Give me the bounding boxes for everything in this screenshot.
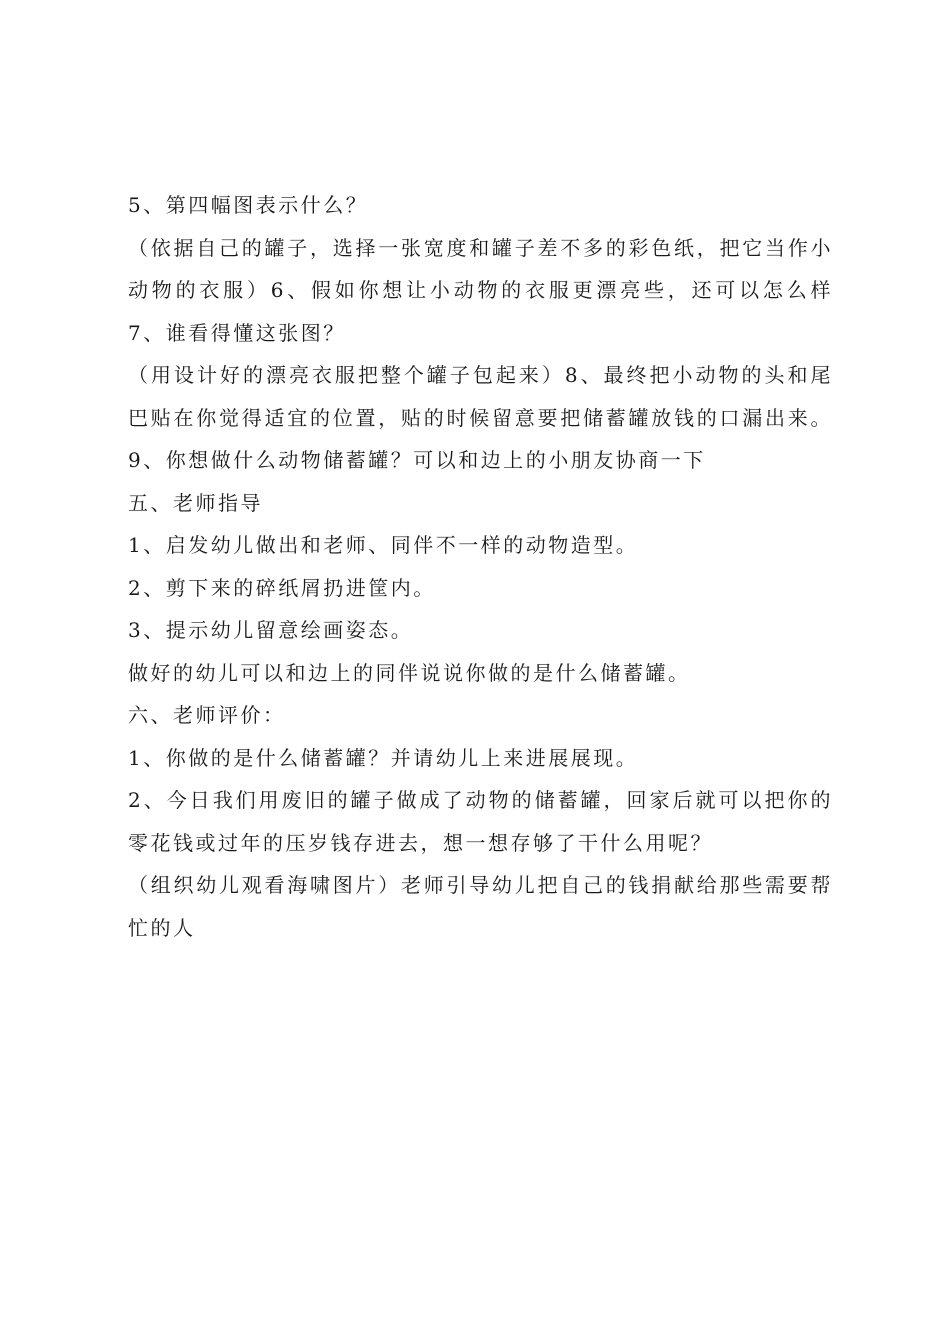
paragraph-question-8-9: （用设计好的漂亮衣服把整个罐子包起来）8、最终把小动物的头和尾巴贴在你觉得适宜的位置，贴的时候留意要把储蓄罐放钱的口漏出来。9、你想做什么动物储蓄罐？可以和边上的小朋友协商一下 <box>128 363 833 472</box>
evaluation-item-2: 2、今日我们用废旧的罐子做成了动物的储蓄罐，回家后就可以把你的零花钱或过年的压岁钱存进去，想一想存够了干什么用呢？ <box>128 788 833 855</box>
guidance-item-1: 1、启发幼儿做出和老师、同伴不一样的动物造型。 <box>128 533 639 557</box>
guidance-item-3: 3、提示幼儿留意绘画姿态。 <box>128 618 414 642</box>
paragraph-question-6-7: （依据自己的罐子，选择一张宽度和罐子差不多的彩色纸，把它当作小动物的衣服）6、假如你想让小动物的衣服更漂亮些，还可以怎么样 7、谁看得懂这张图？ <box>128 235 833 345</box>
document-body <box>128 184 833 949</box>
evaluation-item-1: 1、你做的是什么储蓄罐？并请幼儿上来进展展现。 <box>128 745 639 770</box>
guidance-note: 做好的幼儿可以和边上的同伴说说你做的是什么储蓄罐。 <box>128 660 691 685</box>
guidance-item-2: 2、剪下来的碎纸屑扔进筐内。 <box>128 575 436 600</box>
closing-paragraph: （组织幼儿观看海啸图片）老师引导幼儿把自己的钱捐献给那些需要帮忙的人 <box>128 873 833 940</box>
paragraph-question-5: 5、第四幅图表示什么？ <box>128 193 369 217</box>
section-heading-teacher-evaluation: 六、老师评价： <box>128 703 286 727</box>
section-heading-teacher-guidance: 五、老师指导 <box>128 490 263 515</box>
